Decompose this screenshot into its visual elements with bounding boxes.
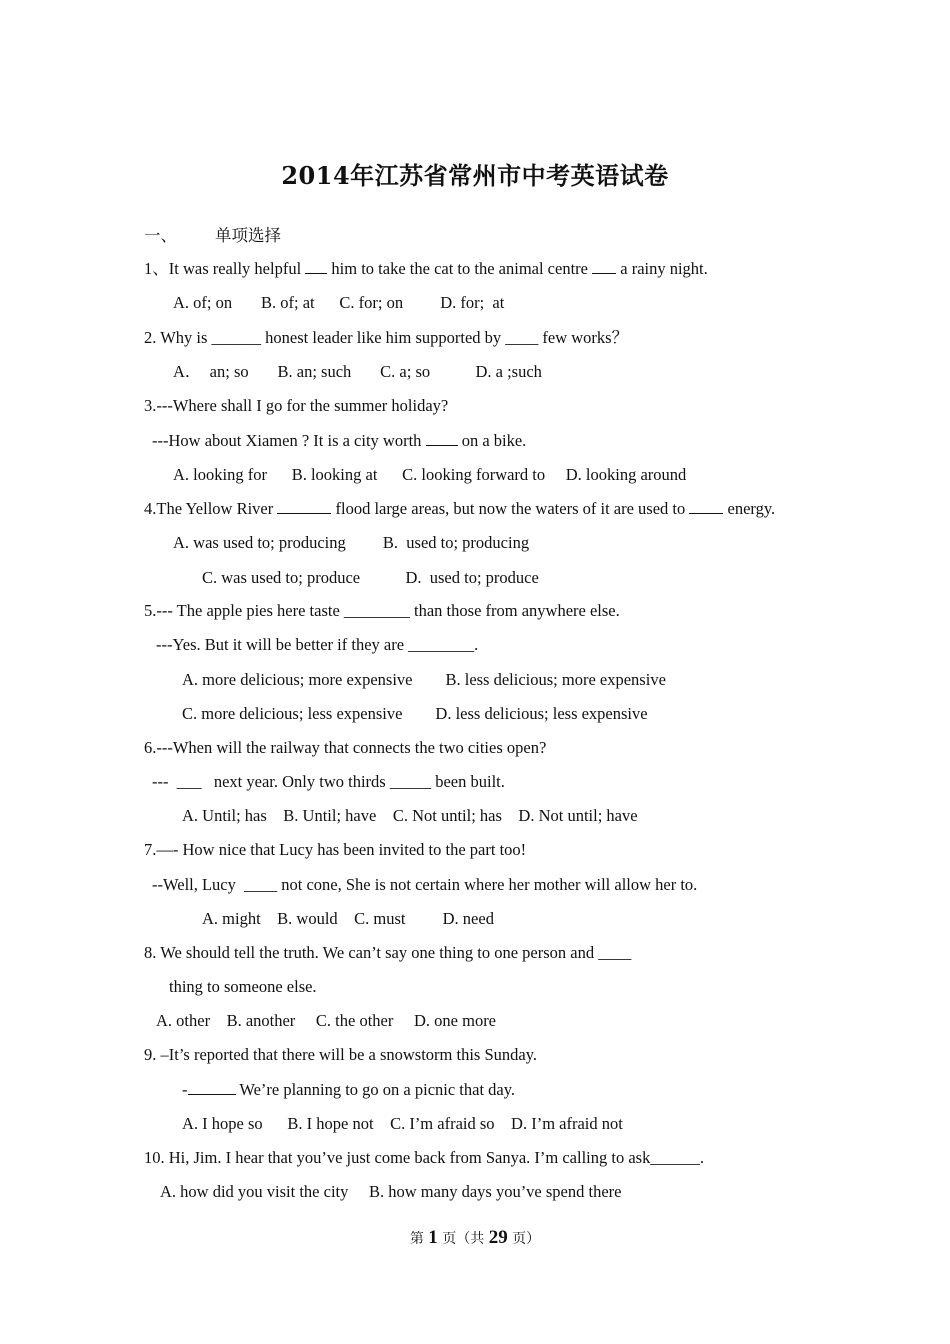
q4-options-2: C. was used to; produce D. used to; produce — [202, 568, 539, 587]
section-number: 一、 — [144, 226, 177, 245]
q1-options: A. of; on B. of; at C. for; on D. for; at — [173, 293, 505, 312]
q1-text-c: a rainy night. — [616, 259, 708, 278]
q10-options: A. how did you visit the city B. how many days you’ve spend there — [160, 1182, 622, 1201]
q4-blank-1 — [277, 499, 331, 514]
q1-text-a: 1、It was really helpful — [144, 259, 306, 278]
section-name: 单项选择 — [215, 226, 281, 245]
q1-blank-1 — [305, 259, 327, 274]
section-heading — [144, 226, 281, 246]
q9-options: A. I hope so B. I hope not C. I’m afraid so D. I’m afraid not — [182, 1114, 623, 1133]
q3-text-c: on a bike. — [457, 431, 527, 450]
question-7: 7.—- How nice that Lucy has been invited to the part too! — [144, 840, 527, 859]
footer-mid: 页（共 — [437, 1231, 489, 1247]
q9-dash: - — [182, 1080, 188, 1099]
question-9: 9. –It’s reported that there will be a snowstorm this Sunday. — [144, 1045, 538, 1064]
q1-text-b: him to take the cat to the animal centre — [327, 259, 593, 278]
q5-options-1: A. more delicious; more expensive B. less delicious; more expensive — [182, 670, 666, 689]
q8-continuation: thing to someone else. — [169, 977, 317, 996]
question-2: 2. Why is ______ honest leader like him supported by ____ few works？ — [144, 328, 629, 347]
q3-blank — [426, 431, 458, 446]
question-10: 10. Hi, Jim. I hear that you’ve just come back from Sanya. I’m calling to ask______. — [144, 1148, 704, 1167]
question-1 — [144, 259, 708, 279]
q4-options-1: A. was used to; producing B. used to; producing — [173, 533, 530, 552]
q3-reply — [152, 431, 526, 451]
q6-reply: --- ___ next year. Only two thirds _____ been built. — [152, 772, 505, 791]
q4-text-b: flood large areas, but now the waters of it are used to — [331, 499, 690, 518]
q6-options: A. Until; has B. Until; have C. Not until; has D. Not until; have — [182, 806, 638, 825]
q7-options: A. might B. would C. must D. need — [202, 909, 494, 928]
q9-blank — [188, 1080, 236, 1095]
q9-text: We’re planning to go on a picnic that day. — [235, 1080, 516, 1099]
q3-options: A. looking for B. looking at C. looking forward to D. looking around — [173, 465, 687, 484]
question-3: 3.---Where shall I go for the summer holiday? — [144, 396, 449, 415]
q9-reply — [182, 1080, 515, 1100]
question-6: 6.---When will the railway that connects the two cities open? — [144, 738, 547, 757]
footer-pre: 第 — [409, 1231, 429, 1247]
q4-text-c: energy. — [723, 499, 776, 518]
q2-options: A． an; so B. an; such C. a; so D. a ;such — [173, 362, 542, 381]
q7-reply: --Well, Lucy ____ not cone, She is not certain where her mother will allow her to. — [152, 875, 698, 894]
footer-post: 页） — [507, 1231, 541, 1247]
q4-blank-2 — [689, 499, 723, 514]
q1-blank-2 — [592, 259, 616, 274]
page-total: 29 — [488, 1227, 508, 1248]
q5-options-2: C. more delicious; less expensive D. less delicious; less expensive — [182, 704, 648, 723]
page-number: 1 — [428, 1227, 438, 1248]
q4-text-a: 4.The Yellow River — [144, 499, 278, 518]
q8-options: A. other B. another C. the other D. one more — [156, 1011, 497, 1030]
page-title: 2014年江苏省常州市中考英语试卷 — [281, 161, 669, 190]
page-footer — [0, 1227, 950, 1249]
q3-text-b: ---How about Xiamen ? It is a city worth — [152, 431, 426, 450]
q5-reply: ---Yes. But it will be better if they are ________. — [156, 635, 479, 654]
question-5: 5.--- The apple pies here taste ________ than those from anywhere else. — [144, 601, 620, 620]
question-8: 8. We should tell the truth. We can’t say one thing to one person and ____ — [144, 943, 632, 962]
question-4 — [144, 499, 775, 519]
